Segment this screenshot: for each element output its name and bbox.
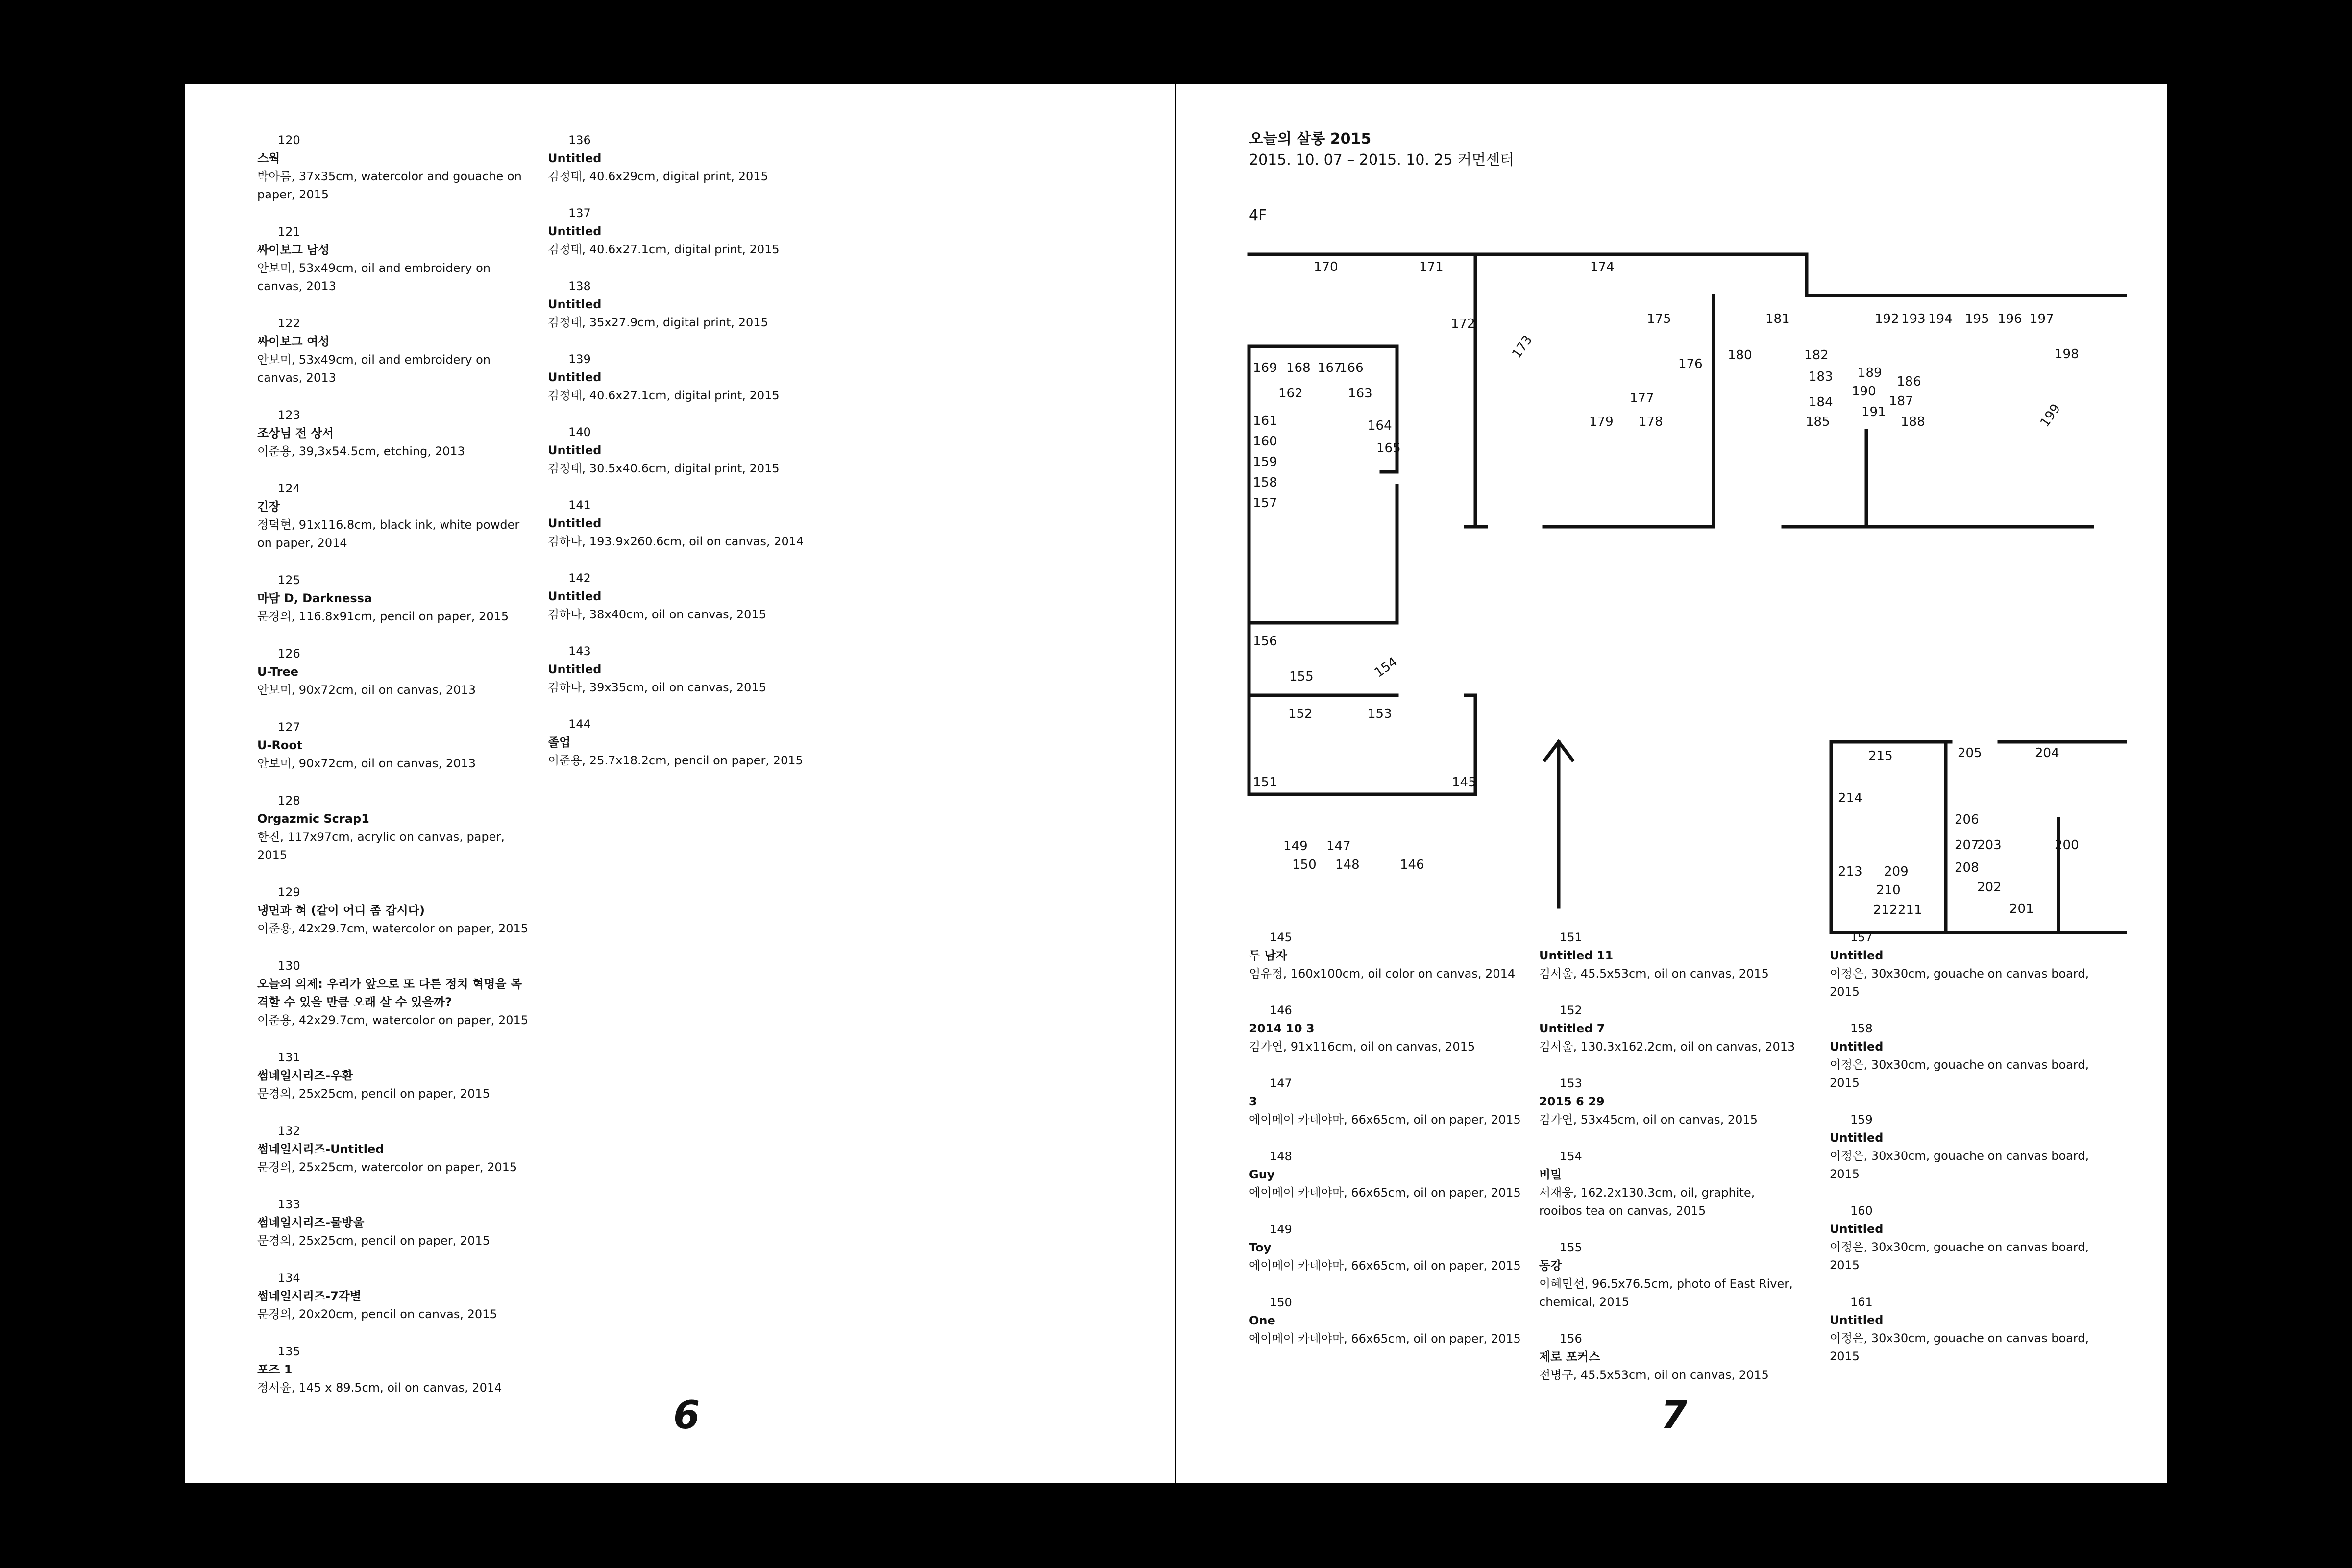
map-label-152: 152	[1288, 707, 1313, 721]
entry-detail: 안보미, 53x49cm, oil and embroidery on	[257, 353, 491, 367]
entry-title: 격할 수 있을 만큼 오래 살 수 있을까?	[257, 995, 452, 1009]
map-label-173: 173	[1509, 333, 1536, 362]
entry-title: Untitled	[548, 370, 602, 384]
entry-number: 137	[568, 206, 591, 220]
entry-number: 160	[1850, 1204, 1873, 1218]
entry-number: 154	[1560, 1150, 1582, 1163]
catalog-entry	[1539, 1148, 1813, 1220]
entry-detail: 이준용, 39,3x54.5cm, etching, 2013	[257, 444, 465, 458]
entry-title: Untitled	[548, 443, 602, 457]
entry-detail: 김하나, 193.9x260.6cm, oil on canvas, 2014	[548, 535, 804, 548]
entry-detail: 안보미, 53x49cm, oil and embroidery on	[257, 261, 491, 275]
entry-number: 121	[278, 225, 300, 239]
entry-title: One	[1249, 1314, 1275, 1327]
entry-number: 155	[1560, 1241, 1582, 1254]
entry-title: 스웍	[257, 151, 280, 165]
catalog-entry	[257, 406, 532, 461]
map-label-201: 201	[2009, 902, 2034, 916]
map-label-175: 175	[1647, 312, 1671, 326]
entry-detail: on paper, 2014	[257, 536, 347, 550]
map-label-168: 168	[1286, 361, 1311, 375]
entry-number: 133	[278, 1198, 300, 1211]
catalog-entry	[1249, 1148, 1523, 1202]
map-label-214: 214	[1838, 791, 1862, 806]
catalog-entry	[1539, 1075, 1813, 1129]
map-label-206: 206	[1955, 812, 1979, 827]
entry-number: 146	[1270, 1004, 1292, 1017]
map-label-164: 164	[1368, 418, 1392, 433]
map-label-203: 203	[1977, 838, 2002, 853]
map-label-208: 208	[1955, 860, 1979, 875]
map-label-182: 182	[1804, 348, 1829, 363]
entry-detail: 한진, 117x97cm, acrylic on canvas, paper,	[257, 830, 505, 844]
entry-number: 156	[1560, 1332, 1582, 1346]
catalog-entry	[548, 715, 822, 770]
catalog-entry	[257, 480, 532, 552]
entry-number: 152	[1560, 1004, 1582, 1017]
map-label-205: 205	[1958, 746, 1982, 760]
map-label-179: 179	[1589, 415, 1614, 429]
catalog-entry	[548, 131, 822, 186]
map-label-196: 196	[1998, 312, 2022, 326]
map-label-162: 162	[1278, 386, 1303, 401]
map-label-151: 151	[1253, 775, 1277, 790]
entry-detail: 김가연, 91x116cm, oil on canvas, 2015	[1249, 1040, 1475, 1054]
entry-title: Guy	[1249, 1168, 1275, 1181]
entry-detail: 이정은, 30x30cm, gouache on canvas board,	[1830, 1240, 2089, 1254]
entry-title: Untitled	[1830, 1131, 1884, 1145]
entry-detail: 김하나, 38x40cm, oil on canvas, 2015	[548, 608, 766, 621]
entry-detail: 박아름, 37x35cm, watercolor and gouache on	[257, 170, 522, 183]
map-label-146: 146	[1400, 858, 1424, 872]
entry-title: 비밀	[1539, 1168, 1562, 1181]
map-label-190: 190	[1852, 384, 1876, 399]
entry-detail: 문경의, 116.8x91cm, pencil on paper, 2015	[257, 610, 509, 623]
map-label-202: 202	[1977, 880, 2002, 895]
catalog-entry	[548, 350, 822, 405]
entry-number: 134	[278, 1271, 300, 1285]
entry-number: 131	[278, 1051, 300, 1064]
map-label-150: 150	[1292, 858, 1317, 872]
entry-detail: 이준용, 25.7x18.2cm, pencil on paper, 2015	[548, 754, 803, 767]
map-label-178: 178	[1639, 415, 1663, 429]
entry-number: 129	[278, 885, 300, 899]
catalog-entry	[257, 1269, 532, 1323]
entry-number: 132	[278, 1124, 300, 1138]
catalog-entry	[548, 423, 822, 478]
entry-detail: 김가연, 53x45cm, oil on canvas, 2015	[1539, 1113, 1758, 1127]
entry-detail: 문경의, 25x25cm, pencil on paper, 2015	[257, 1087, 490, 1101]
entry-number: 139	[568, 352, 591, 366]
entry-detail: 김서울, 130.3x162.2cm, oil on canvas, 2013	[1539, 1040, 1795, 1054]
map-label-187: 187	[1889, 394, 1913, 409]
entry-detail: 이정은, 30x30cm, gouache on canvas board,	[1830, 1058, 2089, 1072]
entry-number: 145	[1270, 931, 1292, 944]
map-label-212: 212	[1873, 903, 1898, 917]
exhibition-dates: 2015. 10. 07 – 2015. 10. 25 커먼센터	[1249, 151, 1515, 169]
entry-detail: 문경의, 20x20cm, pencil on canvas, 2015	[257, 1307, 497, 1321]
entry-title: 긴장	[257, 500, 280, 514]
entry-detail: 2015	[1830, 1349, 1860, 1363]
entry-title: Untitled 11	[1539, 949, 1614, 962]
entry-title: 3	[1249, 1095, 1257, 1108]
entry-title: 동강	[1539, 1259, 1562, 1273]
map-label-189: 189	[1858, 366, 1882, 380]
catalog-entry	[1830, 929, 2104, 1001]
map-label-169: 169	[1253, 361, 1277, 375]
entry-detail: 에이메이 카네야마, 66x65cm, oil on paper, 2015	[1249, 1259, 1521, 1273]
entry-title: Toy	[1249, 1241, 1272, 1254]
map-label-177: 177	[1630, 391, 1654, 406]
entry-detail: 서재웅, 162.2x130.3cm, oil, graphite,	[1539, 1186, 1755, 1200]
map-label-198: 198	[2055, 347, 2079, 362]
map-label-188: 188	[1901, 415, 1925, 429]
entry-number: 144	[568, 717, 591, 731]
entry-title: Orgazmic Scrap1	[257, 812, 369, 826]
entry-detail: 2015	[1830, 1258, 1860, 1272]
entry-number: 150	[1270, 1296, 1292, 1309]
map-label-194: 194	[1928, 312, 1953, 326]
entry-detail: 안보미, 90x72cm, oil on canvas, 2013	[257, 757, 476, 770]
catalog-entry	[257, 645, 532, 699]
entry-title: 오늘의 의제: 우리가 앞으로 또 다른 정치 혁명을 목	[257, 977, 522, 991]
map-label-197: 197	[2030, 312, 2054, 326]
catalog-entry	[257, 1122, 532, 1176]
entry-detail: 안보미, 90x72cm, oil on canvas, 2013	[257, 683, 476, 697]
map-label-186: 186	[1897, 374, 1921, 389]
catalog-entry	[1249, 1075, 1523, 1129]
entry-title: Untitled 7	[1539, 1022, 1605, 1035]
map-label-176: 176	[1678, 357, 1703, 371]
map-label-193: 193	[1901, 312, 1926, 326]
entry-detail: 2015	[1830, 985, 1860, 999]
entry-title: 조상님 전 상서	[257, 426, 334, 440]
entry-title: 졸업	[548, 735, 571, 749]
catalog-entry	[257, 571, 532, 626]
page-number-left: 6	[673, 1394, 700, 1438]
entry-number: 158	[1850, 1022, 1873, 1035]
entry-detail: 이정은, 30x30cm, gouache on canvas board,	[1830, 1331, 2089, 1345]
entry-detail: 엄유정, 160x100cm, oil color on canvas, 2014	[1249, 967, 1516, 980]
catalog-entry	[548, 569, 822, 624]
entry-title: 썸네일시리즈-Untitled	[257, 1142, 384, 1156]
map-label-161: 161	[1253, 414, 1277, 428]
catalog-entry	[257, 1343, 532, 1397]
entry-detail: 김정태, 40.6x29cm, digital print, 2015	[548, 170, 768, 183]
catalog-entry	[257, 223, 532, 295]
entry-title: U-Root	[257, 738, 303, 752]
entry-number: 127	[278, 720, 300, 734]
entry-number: 161	[1850, 1295, 1873, 1309]
map-label-159: 159	[1253, 455, 1277, 469]
map-label-181: 181	[1765, 312, 1790, 326]
catalog-entry	[257, 315, 532, 387]
map-label-209: 209	[1884, 864, 1909, 879]
entry-detail: 에이메이 카네야마, 66x65cm, oil on paper, 2015	[1249, 1113, 1521, 1127]
entry-number: 143	[568, 644, 591, 658]
entry-title: Untitled	[1830, 1222, 1884, 1236]
entry-detail: chemical, 2015	[1539, 1295, 1630, 1309]
entry-title: 썸네일시리즈-우환	[257, 1069, 353, 1082]
entry-detail: 이준용, 42x29.7cm, watercolor on paper, 2015	[257, 1013, 529, 1027]
exhibition-title: 오늘의 살롱 2015	[1249, 130, 1372, 147]
floor-plan	[1245, 250, 2127, 976]
entry-title: 마담 D, Darknessa	[257, 591, 372, 605]
map-label-148: 148	[1335, 858, 1360, 872]
catalog-entry	[257, 1049, 532, 1103]
entry-number: 125	[278, 573, 300, 587]
map-label-172: 172	[1451, 317, 1475, 331]
entry-number: 124	[278, 482, 300, 495]
map-label-184: 184	[1809, 395, 1833, 410]
entry-title: Untitled	[1830, 1313, 1884, 1327]
entry-detail: 전병구, 45.5x53cm, oil on canvas, 2015	[1539, 1368, 1769, 1382]
catalog-entry	[1539, 1330, 1813, 1384]
entry-title: Untitled	[548, 516, 602, 530]
catalog-entry	[257, 957, 532, 1029]
catalog-entry	[548, 496, 822, 551]
entry-number: 126	[278, 647, 300, 661]
catalog-entry	[257, 883, 532, 938]
catalog-entry	[257, 718, 532, 773]
map-label-165: 165	[1376, 441, 1401, 456]
entry-detail: 김정태, 35x27.9cm, digital print, 2015	[548, 316, 768, 329]
map-label-group	[1253, 260, 2079, 917]
entry-title: Untitled	[548, 224, 602, 238]
entry-number: 141	[568, 498, 591, 512]
catalog-entry	[257, 131, 532, 204]
entry-title: 냉면과 혀 (같이 어디 좀 갑시다)	[257, 904, 425, 917]
entry-detail: 김하나, 39x35cm, oil on canvas, 2015	[548, 681, 766, 694]
map-label-191: 191	[1862, 405, 1886, 419]
entry-number: 136	[568, 133, 591, 147]
map-label-183: 183	[1809, 369, 1833, 384]
entry-detail: 이준용, 42x29.7cm, watercolor on paper, 2015	[257, 922, 529, 935]
right-page	[1176, 84, 2167, 1483]
catalog-entry	[1830, 1111, 2104, 1183]
entry-detail: 김정태, 40.6x27.1cm, digital print, 2015	[548, 243, 780, 256]
map-label-154: 154	[1372, 654, 1400, 681]
entry-detail: rooibos tea on canvas, 2015	[1539, 1204, 1706, 1218]
entry-detail: 이정은, 30x30cm, gouache on canvas board,	[1830, 1149, 2089, 1163]
entry-number: 130	[278, 959, 300, 973]
catalog-entry	[548, 277, 822, 332]
entry-title: Untitled	[548, 151, 602, 165]
map-label-153: 153	[1368, 707, 1392, 721]
map-label-163: 163	[1348, 386, 1372, 401]
entry-number: 148	[1270, 1150, 1292, 1163]
entry-detail: 정서윤, 145 x 89.5cm, oil on canvas, 2014	[257, 1381, 502, 1395]
entry-title: Untitled	[548, 589, 602, 603]
entry-detail: 에이메이 카네야마, 66x65cm, oil on paper, 2015	[1249, 1332, 1521, 1346]
entry-detail: 정덕현, 91x116.8cm, black ink, white powder	[257, 518, 520, 532]
entry-number: 142	[568, 571, 591, 585]
map-label-207: 207	[1955, 838, 1979, 853]
entry-detail: 이혜민선, 96.5x76.5cm, photo of East River,	[1539, 1277, 1793, 1291]
entry-number: 122	[278, 317, 300, 330]
map-label-195: 195	[1965, 312, 1989, 326]
entry-number: 157	[1850, 931, 1873, 944]
left-page	[185, 84, 1175, 1483]
entry-title: 썸네일시리즈-물방울	[257, 1216, 365, 1229]
catalog-entry	[1539, 1002, 1813, 1056]
entry-title: 싸이보그 남성	[257, 243, 330, 257]
entry-number: 147	[1270, 1077, 1292, 1090]
map-label-199: 199	[2037, 401, 2064, 430]
map-label-166: 166	[1339, 361, 1364, 375]
catalog-entry	[1249, 1294, 1523, 1348]
entry-title: Untitled	[548, 297, 602, 311]
entry-title: Untitled	[1830, 1040, 1884, 1054]
entry-detail: 2015	[1830, 1076, 1860, 1090]
entry-detail: 문경의, 25x25cm, watercolor on paper, 2015	[257, 1160, 517, 1174]
catalog-entry	[1830, 1293, 2104, 1366]
map-label-158: 158	[1253, 475, 1277, 490]
entry-title: Untitled	[548, 662, 602, 676]
entry-detail: 2015	[1830, 1167, 1860, 1181]
entry-detail: 2015	[257, 848, 288, 862]
floor-label: 4F	[1249, 207, 1267, 224]
catalog-entry	[257, 1196, 532, 1250]
map-label-157: 157	[1253, 496, 1277, 511]
map-label-215: 215	[1868, 749, 1893, 763]
entry-detail: canvas, 2013	[257, 279, 336, 293]
catalog-entry	[1249, 1221, 1523, 1275]
entry-title: U-Tree	[257, 665, 299, 679]
map-label-170: 170	[1314, 260, 1338, 274]
entry-detail: 에이메이 카네야마, 66x65cm, oil on paper, 2015	[1249, 1186, 1521, 1200]
map-label-156: 156	[1253, 634, 1277, 649]
entry-detail: canvas, 2013	[257, 371, 336, 385]
entry-number: 153	[1560, 1077, 1582, 1090]
map-label-204: 204	[2035, 746, 2059, 760]
map-label-171: 171	[1419, 260, 1444, 274]
entry-title: Untitled	[1830, 949, 1884, 962]
entry-number: 120	[278, 133, 300, 147]
map-label-155: 155	[1289, 669, 1314, 684]
catalog-entry	[257, 792, 532, 864]
catalog-entry	[1249, 929, 1523, 983]
map-label-213: 213	[1838, 864, 1862, 879]
entry-title: 두 남자	[1249, 949, 1287, 962]
map-label-210: 210	[1876, 883, 1901, 898]
entry-number: 159	[1850, 1113, 1873, 1127]
map-label-167: 167	[1318, 361, 1342, 375]
catalog-entry	[1830, 1020, 2104, 1092]
entry-number: 151	[1560, 931, 1582, 944]
catalog-entry	[548, 204, 822, 259]
map-label-149: 149	[1283, 839, 1308, 854]
entry-detail: paper, 2015	[257, 188, 329, 201]
map-label-200: 200	[2055, 838, 2079, 853]
entry-title: 2015 6 29	[1539, 1095, 1605, 1108]
entry-title: 싸이보그 여성	[257, 335, 330, 348]
entry-number: 135	[278, 1345, 300, 1358]
catalog-entry	[548, 642, 822, 697]
map-label-180: 180	[1728, 348, 1752, 363]
map-label-211: 211	[1898, 903, 1922, 917]
map-label-174: 174	[1590, 260, 1615, 274]
catalog-entry	[1830, 1202, 2104, 1274]
entry-number: 149	[1270, 1223, 1292, 1236]
entry-number: 138	[568, 279, 591, 293]
entry-detail: 김정태, 40.6x27.1cm, digital print, 2015	[548, 389, 780, 402]
entry-detail: 김정태, 30.5x40.6cm, digital print, 2015	[548, 462, 780, 475]
map-label-185: 185	[1806, 415, 1830, 429]
entry-number: 140	[568, 425, 591, 439]
catalog-entry	[1249, 1002, 1523, 1056]
map-label-192: 192	[1875, 312, 1899, 326]
entry-title: 제로 포커스	[1539, 1350, 1600, 1364]
page-number-right: 7	[1661, 1394, 1688, 1438]
entry-number: 128	[278, 794, 300, 808]
catalog-entry	[1539, 929, 1813, 983]
map-label-145: 145	[1452, 775, 1476, 790]
entry-detail: 김서울, 45.5x53cm, oil on canvas, 2015	[1539, 967, 1769, 980]
map-label-147: 147	[1326, 839, 1351, 854]
entry-number: 123	[278, 408, 300, 422]
map-label-160: 160	[1253, 434, 1277, 449]
entry-title: 포즈 1	[257, 1363, 293, 1376]
entry-detail: 이정은, 30x30cm, gouache on canvas board,	[1830, 967, 2089, 980]
catalog-entry	[1539, 1239, 1813, 1311]
entry-detail: 문경의, 25x25cm, pencil on paper, 2015	[257, 1234, 490, 1248]
entry-title: 2014 10 3	[1249, 1022, 1315, 1035]
entry-title: 썸네일시리즈-7각별	[257, 1289, 362, 1303]
